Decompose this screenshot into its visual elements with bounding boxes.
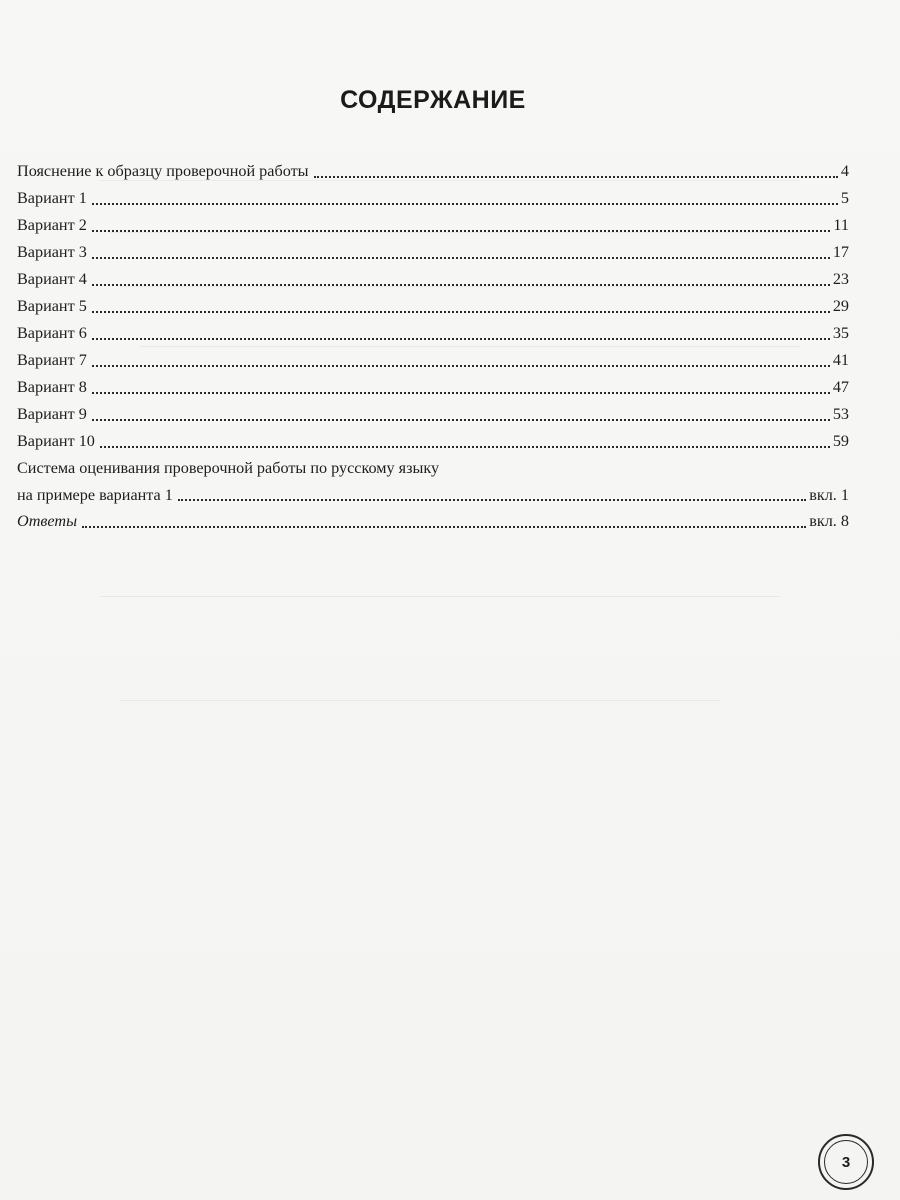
toc-entry-page: 53 (832, 405, 849, 423)
dot-leader (92, 311, 830, 313)
toc-entry-label: Вариант 8 (17, 378, 87, 396)
toc-entry-page: 17 (832, 243, 849, 261)
toc-entry-page: 35 (832, 324, 849, 342)
toc-entry-label: Вариант 2 (17, 216, 87, 234)
toc-entry-page: 47 (832, 378, 849, 396)
toc-entry (17, 320, 849, 347)
toc-entry-label: Вариант 7 (17, 351, 87, 369)
page-number: 3 (824, 1140, 868, 1184)
dot-leader (92, 419, 830, 421)
toc-entry-label: Пояснение к образцу проверочной работы (17, 162, 309, 180)
toc-entry (17, 239, 849, 266)
page-number-badge (818, 1134, 874, 1190)
dot-leader (92, 203, 838, 205)
toc-entry-line2 (17, 482, 849, 508)
dot-leader (92, 392, 830, 394)
show-through-line (100, 596, 780, 597)
dot-leader (178, 499, 806, 501)
toc-entry-page: 5 (840, 189, 849, 207)
toc-entry-page: вкл. 1 (809, 486, 849, 504)
toc-entry-page: 4 (840, 162, 849, 180)
toc-entry (17, 158, 849, 185)
toc-entry-label: Система оценивания проверочной работы по русскому языку (17, 459, 440, 477)
toc-entry (17, 401, 849, 428)
toc-entry-label: Вариант 10 (17, 432, 95, 450)
dot-leader (92, 257, 830, 259)
toc-entry (17, 266, 849, 293)
toc-entry (17, 185, 849, 212)
dot-leader (82, 526, 806, 528)
dot-leader (92, 230, 831, 232)
dot-leader (92, 365, 830, 367)
toc-entry-label: Вариант 9 (17, 405, 87, 423)
toc-entry-label: Ответы (17, 512, 78, 530)
toc-entry-label: Вариант 1 (17, 189, 87, 207)
toc-entry (17, 293, 849, 320)
dot-leader (92, 284, 830, 286)
toc-entry-label: Вариант 6 (17, 324, 87, 342)
toc-entry-page: 29 (832, 297, 849, 315)
toc-entry-page: 41 (832, 351, 849, 369)
table-of-contents (17, 158, 849, 535)
toc-entry-page: вкл. 8 (809, 512, 849, 530)
toc-entry-label: Вариант 3 (17, 243, 87, 261)
toc-entry-page: 59 (832, 432, 849, 450)
toc-entry-page: 23 (832, 270, 849, 288)
dot-leader (100, 446, 830, 448)
toc-entry (17, 212, 849, 239)
toc-entry (17, 428, 849, 455)
toc-entry-page: 11 (833, 216, 849, 234)
toc-entry-answers (17, 508, 849, 535)
page-title: СОДЕРЖАНИЕ (340, 86, 526, 114)
dot-leader (314, 176, 838, 178)
toc-entry-assessment (17, 455, 849, 508)
show-through-line (120, 700, 720, 701)
toc-entry (17, 374, 849, 401)
toc-entry (17, 347, 849, 374)
toc-entry-label: Вариант 4 (17, 270, 87, 288)
dot-leader (92, 338, 830, 340)
toc-entry-label: на примере варианта 1 (17, 486, 173, 504)
toc-entry-label: Вариант 5 (17, 297, 87, 315)
